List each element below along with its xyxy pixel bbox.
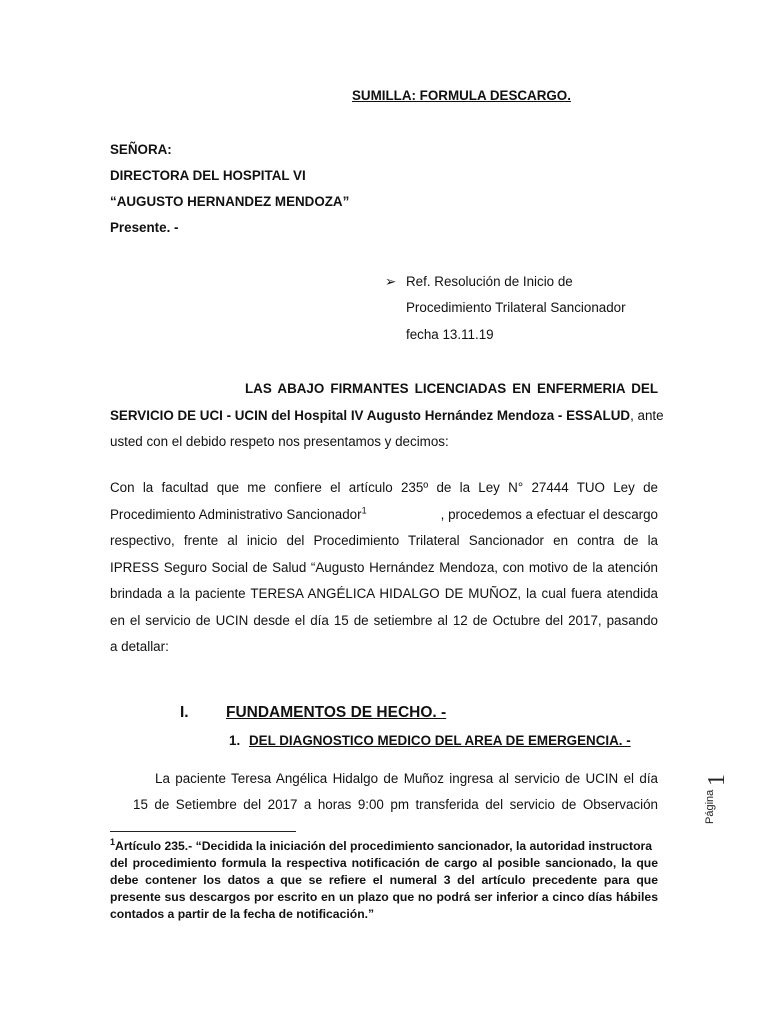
footnote-separator: [110, 831, 296, 832]
address-recipient: DIRECTORA DEL HOSPITAL VI: [110, 168, 306, 183]
reference-line-1: Ref. Resolución de Inicio de: [406, 274, 573, 289]
address-presente: Presente. -: [110, 220, 179, 235]
paragraph2-line-2: 15 de Setiembre del 2017 a horas 9:00 pm transferida del servicio de Observación: [133, 797, 658, 812]
intro-line-2-bold: SERVICIO DE UCI - UCIN del Hospital IV Augusto Hernández Mendoza - ESSALUD: [110, 408, 631, 423]
address-hospital: “AUGUSTO HERNANDEZ MENDOZA”: [110, 194, 350, 209]
subsection-title: DEL DIAGNOSTICO MEDICO DEL AREA DE EMERGENCIA. -: [249, 733, 631, 748]
address-salutation: SEÑORA:: [110, 142, 172, 157]
body-line-5: brindada a la paciente TERESA ANGÉLICA HIDALGO DE MUÑOZ, la cual fuera atendida: [110, 586, 658, 601]
footnote-line-2: del procedimiento formula la respectiva notificación de cargo al posible sancionado, la que: [110, 856, 658, 870]
footnote-line-5: contados a partir de la fecha de notificación.”: [110, 907, 375, 921]
body-line-4: IPRESS Seguro Social de Salud “Augusto Hernández Mendoza, con motivo de la atención: [110, 560, 658, 575]
body-line-2: [110, 506, 658, 524]
body-line-6: en el servicio de UCIN desde el día 15 de setiembre al 12 de Octubre del 2017, pasando: [110, 613, 658, 628]
reference-bullet-icon: ➢: [385, 274, 397, 289]
section-numeral: I.: [180, 704, 189, 721]
reference-line-2: Procedimiento Trilateral Sancionador: [406, 300, 626, 315]
paragraph2-line-1: La paciente Teresa Angélica Hidalgo de Muñoz ingresa al servicio de UCIN el día: [155, 771, 658, 786]
body-line-3: respectivo, frente al inicio del Procedimiento Trilateral Sancionador en contra de la: [110, 533, 658, 548]
footnote-mark: 1: [110, 836, 116, 847]
section-title: FUNDAMENTOS DE HECHO. -: [226, 704, 447, 721]
body-line-2-rest: , procedemos a efectuar el descargo: [440, 507, 658, 522]
intro-line-1: LAS ABAJO FIRMANTES LICENCIADAS EN ENFERMERIA DEL: [245, 381, 658, 396]
body-line-1: Con la facultad que me confiere el artículo 235º de la Ley N° 27444 TUO Ley de: [110, 480, 658, 495]
footnote-line-3: debe contener los datos a que se refiere el numeral 3 del artículo precedente para que: [110, 873, 658, 887]
subsection-number: 1.: [229, 733, 241, 748]
body-line-2-text: Procedimiento Administrativo Sancionador: [110, 507, 362, 522]
intro-line-3: usted con el debido respeto nos presentamos y decimos:: [110, 434, 449, 449]
reference-line-3: fecha 13.11.19: [406, 327, 494, 342]
intro-line-2: [110, 407, 664, 425]
page-number: 1: [704, 774, 730, 786]
page-label: Página: [704, 789, 716, 824]
footnote-line-4: presente sus descargos por escrito en un plazo que no podrá ser inferior a cinco días hábiles: [110, 890, 658, 904]
footnote-line-1-text: “Decidida la iniciación del procedimiento sancionador, la autoridad instructora: [195, 839, 653, 853]
footnote-line-1: [110, 838, 652, 855]
sumilla-heading: SUMILLA: FORMULA DESCARGO.: [352, 88, 571, 103]
footnote-reference: 1: [361, 505, 367, 516]
intro-line-2-rest: , ante: [630, 408, 664, 423]
page-number-margin: [700, 764, 730, 824]
footnote-label: Artículo 235.-: [115, 839, 193, 853]
body-line-7: a detallar:: [110, 639, 169, 654]
